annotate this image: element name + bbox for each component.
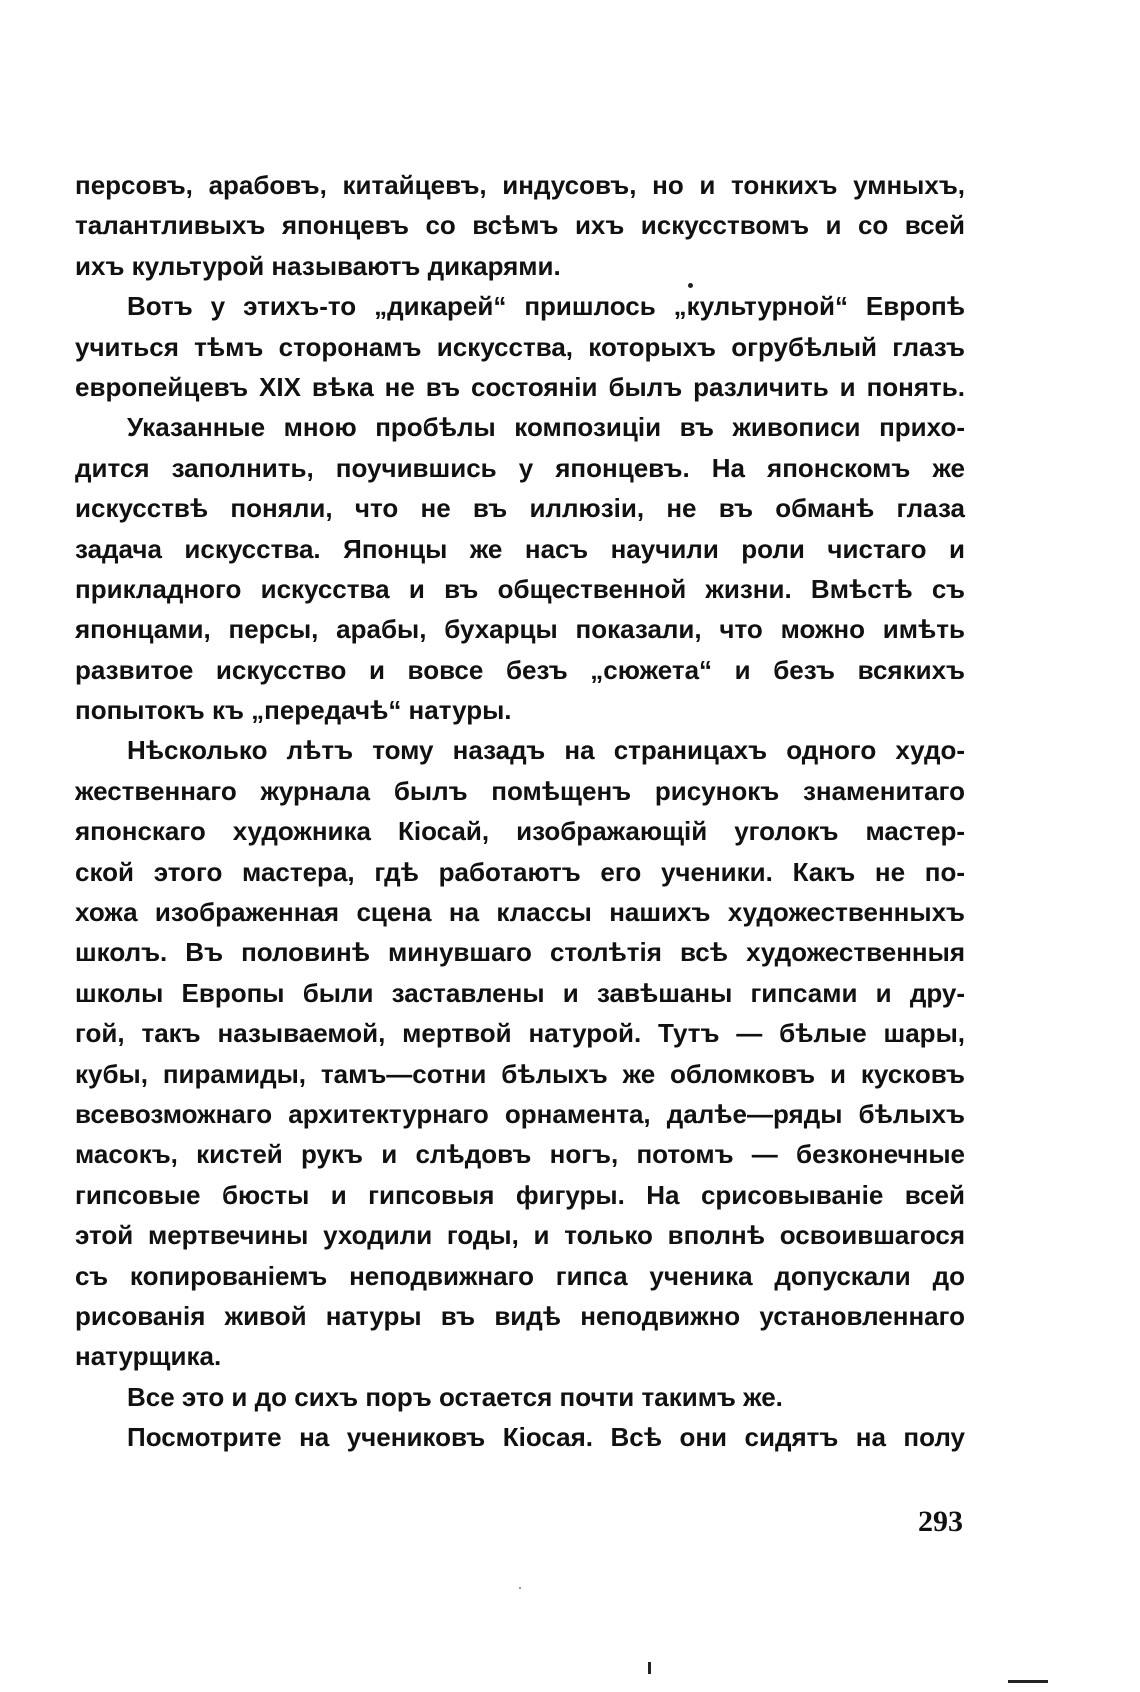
text-line: прикладного искусства и въ общественной жизни. Вмѣстѣ съ (75, 573, 965, 604)
text-line: натурщика. (75, 1341, 222, 1372)
text-line: талантливыхъ японцевъ со всѣмъ ихъ искусствомъ и со всей (75, 210, 965, 241)
text-line: искусствѣ поняли, что не въ иллюзіи, не въ обманѣ глаза (75, 493, 965, 524)
text-line: развитое искусство и вовсе безъ „сюжета“ и безъ всякихъ (75, 654, 965, 685)
text-line: персовъ, арабовъ, китайцевъ, индусовъ, но и тонкихъ умныхъ, (75, 170, 965, 200)
text-line: рисованія живой натуры въ видѣ неподвижно установленнаго (75, 1300, 965, 1331)
text-line: Указанные мною пробѣлы композиціи въ живописи прихо- (127, 412, 965, 443)
paragraph (75, 730, 965, 1376)
page-number: 293 (918, 1505, 963, 1538)
text-line: гипсовые бюсты и гипсовыя фигуры. На срисовываніе всей (75, 1179, 965, 1210)
text-line: попытокъ къ „передачѣ“ натуры. (75, 695, 512, 726)
scan-speck (519, 1587, 521, 1589)
scan-mark (1008, 1680, 1048, 1683)
text-line: дится заполнить, поучившись у японцевъ. На японскомъ же (75, 452, 965, 483)
text-line: Посмотрите на учениковъ Кіосая. Всѣ они сидятъ на полу (127, 1422, 965, 1453)
text-line: всевозможнаго архитектурнаго орнамента, далѣе—ряды бѣлыхъ (75, 1098, 965, 1129)
paragraph (75, 1377, 965, 1417)
text-line: школы Европы были заставлены и завѣшаны гипсами и дру- (75, 977, 965, 1008)
body-text (75, 165, 965, 1458)
text-line: Вотъ у этихъ-то „дикарей“ пришлось „культурной“ Европѣ (127, 291, 965, 322)
text-line: школъ. Въ половинѣ минувшаго столѣтія всѣ художественныя (75, 937, 965, 968)
text-line: хожа изображенная сцена на классы нашихъ художественныхъ (75, 897, 965, 928)
text-line: европейцевъ XIX вѣка не въ состояніи былъ различить и понять. (75, 371, 965, 402)
scan-mark (648, 1662, 651, 1674)
text-line: съ копированіемъ неподвижнаго гипса ученика допускали до (75, 1260, 965, 1291)
text-line: Все это и до сихъ поръ остается почти такимъ же. (127, 1381, 783, 1412)
paragraph (75, 1417, 965, 1457)
text-line: гой, такъ называемой, мертвой натурой. Тутъ — бѣлые шары, (75, 1018, 965, 1049)
text-line: японцами, персы, арабы, бухарцы показали, что можно имѣть (75, 614, 965, 645)
text-line: учиться тѣмъ сторонамъ искусства, которыхъ огрубѣлый глазъ (75, 331, 965, 362)
text-line: масокъ, кистей рукъ и слѣдовъ ногъ, потомъ — безконечные (75, 1139, 965, 1170)
paragraph (75, 286, 965, 407)
text-line: ской этого мастера, гдѣ работаютъ его ученики. Какъ не по- (75, 856, 965, 887)
text-line: жественнаго журнала былъ помѣщенъ рисунокъ знаменитаго (75, 775, 965, 806)
text-line: ихъ культурой называютъ дикарями. (75, 250, 561, 281)
text-line: этой мертвечины уходили годы, и только вполнѣ освоившагося (75, 1220, 965, 1251)
paragraph (75, 165, 965, 286)
text-line: Нѣсколько лѣтъ тому назадъ на страницахъ одного худо- (127, 735, 965, 766)
text-line: японскаго художника Кіосай, изображающій уголокъ мастер- (75, 816, 965, 847)
text-line: кубы, пирамиды, тамъ—сотни бѣлыхъ же обломковъ и кусковъ (75, 1058, 965, 1089)
scan-speck (688, 283, 693, 288)
text-line: задача искусства. Японцы же насъ научили роли чистаго и (75, 533, 965, 564)
paragraph (75, 407, 965, 730)
